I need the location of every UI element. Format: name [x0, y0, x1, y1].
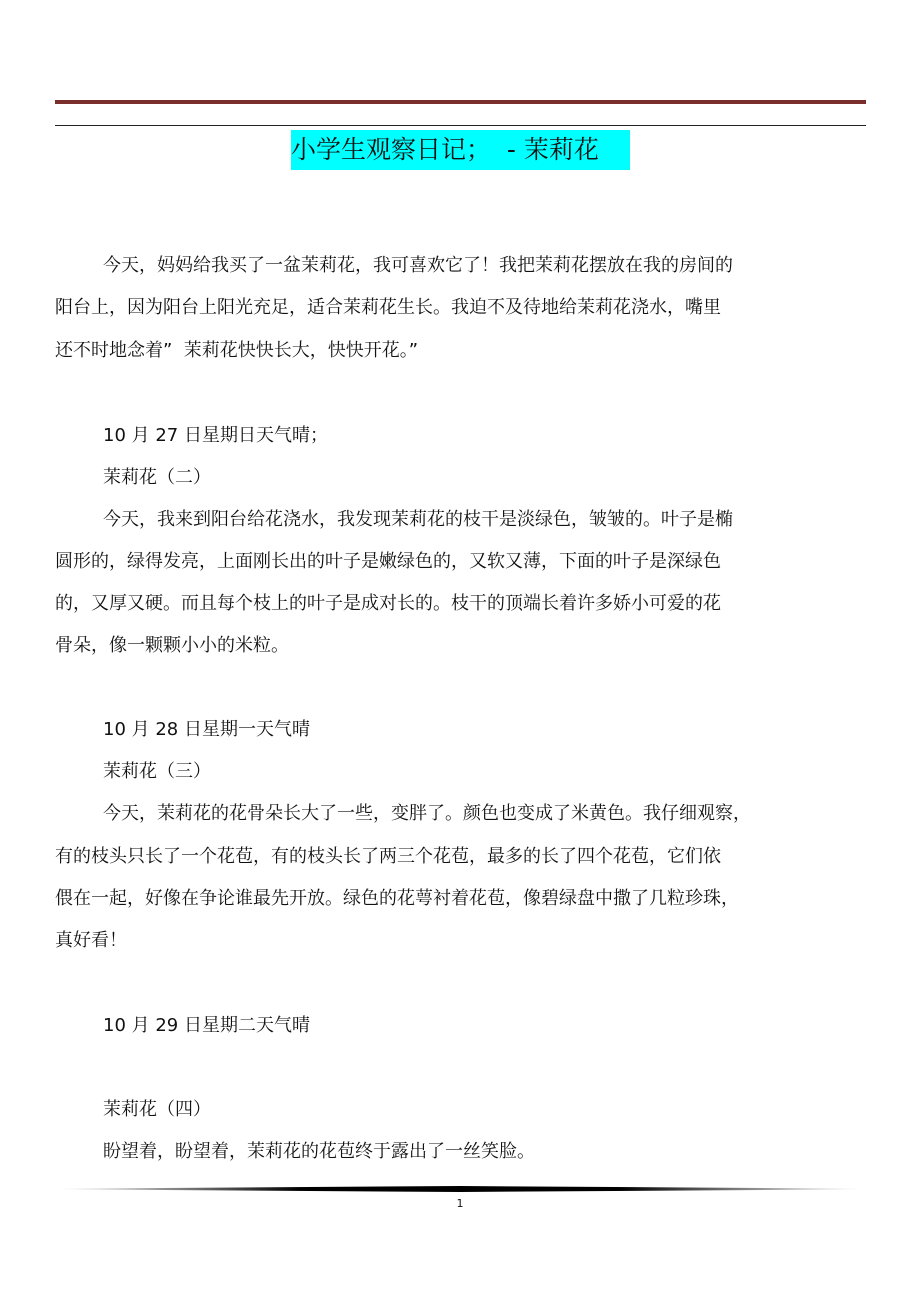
header-rule-thick	[55, 100, 866, 104]
date-line: 10 月 29 日星期二天气晴	[103, 1015, 310, 1036]
paragraph-line: 真好看！	[55, 930, 127, 951]
paragraph-line: 今天，茉莉花的花骨朵长大了一些，变胖了。颜色也变成了米黄色。我仔细观察，	[103, 803, 751, 824]
paragraph-line: 骨朵，像一颗颗小小的米粒。	[55, 635, 289, 656]
paragraph-line: 偎在一起，好像在争论谁最先开放。绿色的花萼衬着花苞，像碧绿盘中撒了几粒珍珠，	[55, 888, 739, 909]
paragraph-line: 今天，我来到阳台给花浇水，我发现茉莉花的枝干是淡绿色，皱皱的。叶子是椭	[103, 509, 733, 530]
header-rule-thin	[55, 125, 866, 126]
paragraph-line: 盼望着，盼望着，茉莉花的花苞终于露出了一丝笑脸。	[103, 1141, 535, 1162]
paragraph-line: 还不时地念着” 茉莉花快快长大，快快开花。”	[55, 340, 419, 361]
date-line: 10 月 28 日星期一天气晴	[103, 719, 310, 740]
page-title: 小学生观察日记； - 茉莉花	[291, 130, 630, 170]
paragraph-line: 的，又厚又硬。而且每个枝上的叶子是成对长的。枝干的顶端长着许多娇小可爱的花	[55, 593, 721, 614]
paragraph-line: 今天，妈妈给我买了一盆茉莉花，我可喜欢它了！我把茉莉花摆放在我的房间的	[103, 255, 733, 276]
paragraph-line: 圆形的，绿得发亮，上面刚长出的叶子是嫩绿色的，又软又薄，下面的叶子是深绿色	[55, 551, 721, 572]
paragraph-line: 有的枝头只长了一个花苞，有的枝头长了两三个花苞，最多的长了四个花苞，它们依	[55, 846, 721, 867]
section-heading: 茉莉花（四）	[103, 1099, 211, 1120]
footer-rule	[58, 1186, 862, 1192]
date-line: 10 月 27 日星期日天气晴；	[103, 425, 328, 446]
section-heading: 茉莉花（二）	[103, 467, 211, 488]
paragraph-line: 阳台上，因为阳台上阳光充足，适合茉莉花生长。我迫不及待地给茉莉花浇水，嘴里	[55, 297, 721, 318]
page-number: 1	[456, 1197, 464, 1210]
section-heading: 茉莉花（三）	[103, 761, 211, 782]
